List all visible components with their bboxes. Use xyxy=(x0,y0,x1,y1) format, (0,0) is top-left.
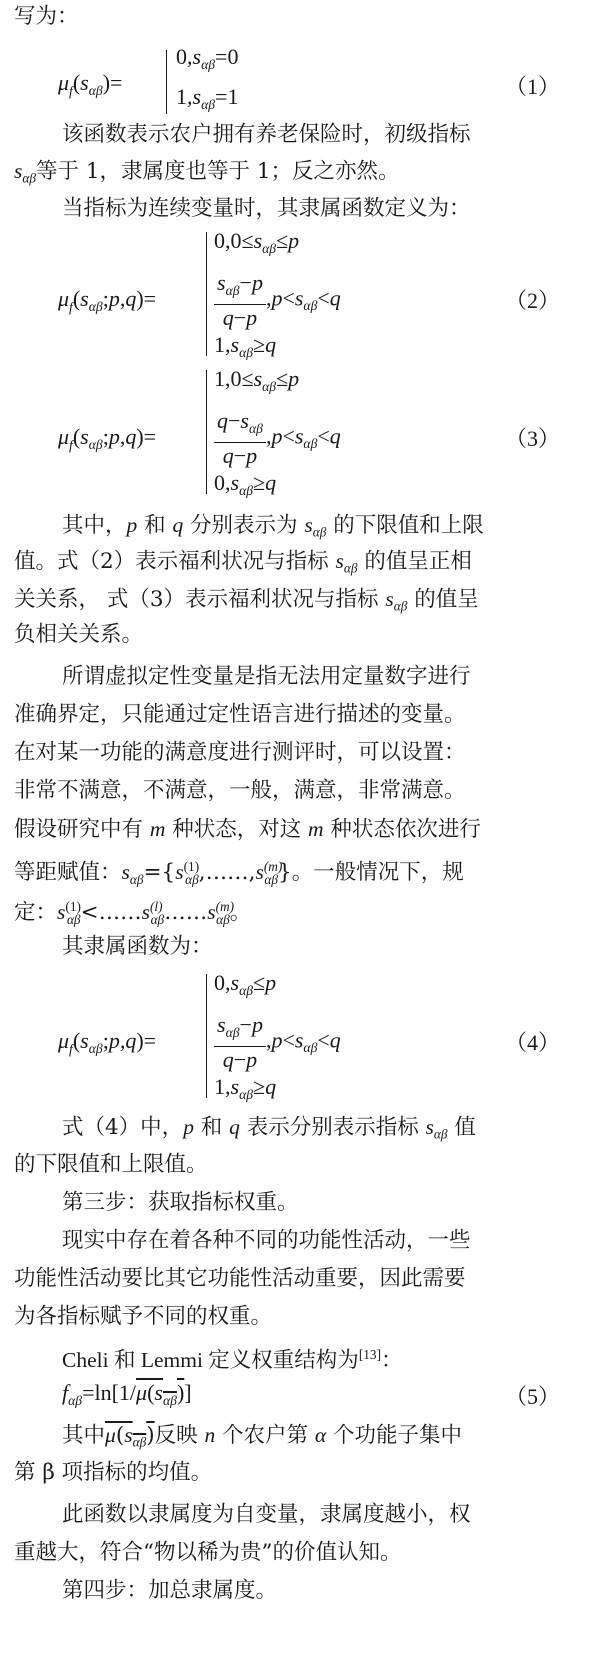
text-line: 定：$s^{(1)}_{\alpha\beta}<\dots\dots s^{(l)}_{\alpha\beta}\dots\dots s^{(m)}_{\alpha\beta}$。 xyxy=(14,899,252,927)
text-line: 假设研究中有 m 种状态，对这 m 种状态依次进行 xyxy=(14,817,481,842)
equation-number: （1） xyxy=(504,74,560,99)
text-line: 第 β 项指标的均值。 xyxy=(14,1460,213,1485)
text-line: 功能性活动要比其它功能性活动重要，因此需要 xyxy=(14,1266,466,1291)
text-line: 写为： xyxy=(14,4,79,29)
text-line: 的下限值和上限值。 xyxy=(14,1152,208,1177)
text-line: 此函数以隶属度为自变量，隶属度越小，权 xyxy=(62,1502,471,1527)
text-line: 等距赋值：$s_{\alpha\beta}=\{s^{(1)}_{\alpha\beta},\dots\dots,s^{(m)}_{\alpha\beta}\}$。一般情况下，规 xyxy=(14,859,464,887)
text-line: 关关系， 式（3）表示福利状况与指标 $s_{\alpha\beta}$ 的值呈 xyxy=(14,587,479,614)
text-line: 该函数表示农户拥有养老保险时，初级指标 xyxy=(62,122,471,147)
paper-page: 写为： $\mu_f(s_{\alpha\beta})=$ $0,s_{\alpha\beta}=0$ $1,s_{\alpha\beta}=1$ （1） 该函数表示农户拥有养老保险时，初级指标 $s_{\alpha\beta}$等于 1，隶属度也等于 1；反之亦然。 当指标为连续变量时，其隶属函数定义为： $\mu_f(s_{\alpha\beta};p,q)=$ $0,0\le s_{\alpha\beta}\le p$ $\frac{s_{\alpha\beta}-p}{q-p}$ $,p<s_{\alpha\beta}<q$ $1,s_{\alpha\beta}\ge q$ （2） $\mu_f(s_{\alpha\beta};p,q)=$ $1,0\le s_{\alpha\beta}\le p$ $\frac{q-s_{\alpha\beta}}{q-p}$ $,p<s_{\alpha\beta}<q$ $0,s_{\alpha\beta}\ge q$ （3） 其中，p 和 q 分别表示为 $s_{\alpha\beta}$ 的下限值和上限 值。式（2）表示福利状况与指标 $s_{\alpha\beta}$ 的值呈正相 关关系， 式（3）表示福利状况与指标 $s_{\alpha\beta}$ 的值呈 负相关关系。 所谓虚拟定性变量是指无法用定量数字进行 准确界定，只能通过定性语言进行描述的变量。 在对某一功能的满意度进行测评时，可以设置： 非常不满意，不满意，一般，满意，非常满意。 假设研究中有 m 种状态，对这 m 种状态依次进行 等距赋值：$s_{\alpha\beta}=\{s^{(1)}_{\alpha\beta},\dots\dots,s^{(m)}_{\alpha\beta}\}$。一般情况下，规 定：$s^{(1)}_{\alpha\beta}<\dots\dots s^{(l)}_{\alpha\beta}\dots\dots s^{(m)}_{\alpha\beta}$。 其隶属函数为： $\mu_f(s_{\alpha\beta};p,q)=$ $0,s_{\alpha\beta}\le p$ $\frac{s_{\alpha\beta}-p}{q-p}$ $,p<s_{\alpha\beta}<q$ $1,s_{\alpha\beta}\ge q$ （4） 式（4）中，p 和 q 表示分别表示指标 $s_{\alpha\beta}$ 值 的下限值和上限值。 第三步：获取指标权重。 现实中存在着各种不同的功能性活动，一些 功能性活动要比其它功能性活动重要，因此需要 为各指标赋予不同的权重。 Cheli 和 Lemmi 定义权重结构为[13]： $f_{\alpha\beta}=\ln[1/\mu(s_{\alpha\beta})]$ （5） 其中$\mu(s_{\alpha\beta})$反映 n 个农户第 α 个功能子集中 第 β 项指标的均值。 此函数以隶属度为自变量，隶属度越小，权 重越大，符合“物以稀为贵”的价值认知。 第四步：加总隶属度。 xyxy=(0,0,600,1664)
text-line: 重越大，符合“物以稀为贵”的价值认知。 xyxy=(14,1540,402,1565)
text-line: 为各指标赋予不同的权重。 xyxy=(14,1304,273,1329)
text-line: 其隶属函数为： xyxy=(62,934,213,959)
text-line: 当指标为连续变量时，其隶属函数定义为： xyxy=(62,196,471,221)
text-line: 在对某一功能的满意度进行测评时，可以设置： xyxy=(14,740,466,765)
text-line: 其中$\mu(s_{\alpha\beta})$反映 n 个农户第 α 个功能子集中 xyxy=(62,1423,463,1450)
equation-number: （2） xyxy=(504,288,560,313)
text-line: 式（4）中，p 和 q 表示分别表示指标 $s_{\alpha\beta}$ 值 xyxy=(62,1115,476,1142)
text-line: $s_{\alpha\beta}$等于 1，隶属度也等于 1；反之亦然。 xyxy=(14,159,400,186)
equation-number: （4） xyxy=(504,1030,560,1055)
text-line: 其中，p 和 q 分别表示为 $s_{\alpha\beta}$ 的下限值和上限 xyxy=(62,513,484,540)
text-line: 非常不满意，不满意，一般，满意，非常满意。 xyxy=(14,778,466,803)
text-line: 第三步：获取指标权重。 xyxy=(62,1190,299,1215)
text-line: 负相关关系。 xyxy=(14,622,144,647)
text-line: 值。式（2）表示福利状况与指标 $s_{\alpha\beta}$ 的值呈正相 xyxy=(14,549,472,576)
equation-number: （5） xyxy=(504,1384,560,1409)
text-line: 现实中存在着各种不同的功能性活动，一些 xyxy=(62,1228,471,1253)
text-line: Cheli 和 Lemmi 定义权重结构为[13]： xyxy=(62,1347,403,1373)
text-line: 准确界定，只能通过定性语言进行描述的变量。 xyxy=(14,702,466,727)
citation-ref: [13] xyxy=(358,1347,382,1362)
equation-number: （3） xyxy=(504,426,560,451)
text-line: 所谓虚拟定性变量是指无法用定量数字进行 xyxy=(62,664,471,689)
text-line: 第四步：加总隶属度。 xyxy=(62,1578,278,1603)
